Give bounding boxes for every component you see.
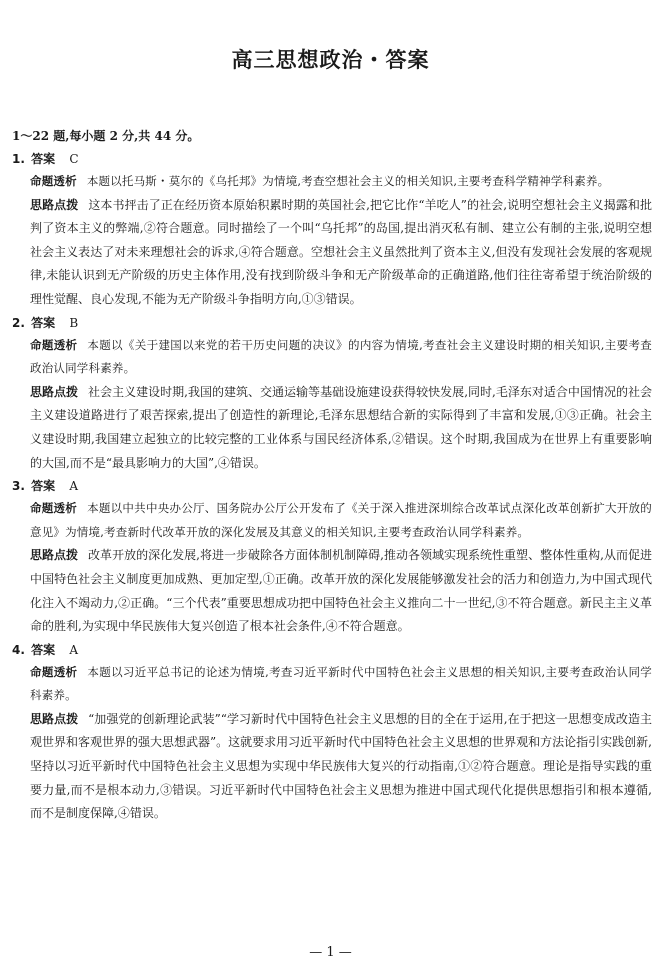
analysis-text: 本题以中共中央办公厅、国务院办公厅公开发布了《关于深入推进深圳综合改革试点深化改革创新扩大开放的意见》为情境,考查新时代改革开放的深化发展及其意义的相关知识,主要考查政治认同学科素养。 — [30, 501, 652, 539]
analysis-label: 命题透析 — [30, 174, 77, 188]
question-block — [12, 148, 652, 312]
analysis-text: 本题以《关于建国以来党的若干历史问题的决议》的内容为情境,考查社会主义建设时期的相关知识,主要考查政治认同学科素养。 — [30, 337, 652, 376]
reasoning-text: 改革开放的深化发展,将进一步破除各方面体制机制障碍,推动各领域实现系统性重塑、整体性重构,从而促进中国特色社会主义制度更加成熟、更加定型,①正确。改革开放的深化发展能够激发社会的活力和创造力,为中国式现代化注入不竭动力,②正确。“三个代表”重要思想成功把中国特色社会主义推向二十一世纪,③不符合题意。新民主主义革命的胜利,为实现中华民族伟大复兴创造了根本社会条件,④不符合题意。 — [30, 548, 652, 634]
analysis-text: 本题以托马斯・莫尔的《乌托邦》为情境,考查空想社会主义的相关知识,主要考查科学精神学科素养。 — [86, 174, 610, 188]
question-block — [12, 639, 652, 826]
answer-content — [12, 126, 652, 826]
reasoning-text: “加强党的创新理论武装”“学习新时代中国特色社会主义思想的目的全在于运用,在于把这一思想变成改造主观世界和客观世界的强大思想武器”。这就要求用习近平新时代中国特色社会主义思想的世界观和方法论指引实践创新,坚持以习近平新时代中国特色社会主义思想为实现中华民族伟大复兴的行动指南,①②符合题意。理论是指导实践的重要力量,而不是根本动力,③错误。习近平新时代中国特色社会主义思想为推进中国式现代化提供思想指引和根本遵循,而不是制度保障,④错误。 — [30, 711, 652, 821]
page-number: — 1 — — [309, 945, 352, 960]
reasoning-text: 社会主义建设时期,我国的建筑、交通运输等基础设施建设获得较快发展,同时,毛泽东对适合中国情况的社会主义建设道路进行了艰苦探索,提出了创造性的新理论,毛泽东思想结合新的实际得到了丰富和发展,①③正确。社会主义建设时期,我国建立起独立的比较完整的工业体系与国民经济体系,②错误。这个时期,我国成为在世界上有重要影响的大国,而不是“最具影响力的大国”,④错误。 — [30, 384, 652, 470]
reasoning-text: 这本书抨击了正在经历资本原始积累时期的英国社会,把它比作“羊吃人”的社会,说明空想社会主义揭露和批判了资本主义的弊端,②符合题意。同时描绘了一个叫“乌托邦”的岛国,提出消灭私有制、建立公有制的主张,说明空想社会主义表达了对未来理想社会的诉求,④符合题意。空想社会主义虽然批判了资本主义,但没有发现社会发展的客观规律,未能认识到无产阶级的历史主体作用,没有找到阶级斗争和无产阶级革命的正确道路,他们往往寄希望于统治阶级的理性觉醒、良心发现,不能为无产阶级斗争指明方向,①③错误。 — [30, 197, 652, 306]
answer-value: C — [69, 152, 79, 166]
answer-value: A — [69, 642, 78, 657]
analysis-label: 命题透析 — [30, 501, 78, 516]
question-number: 2. — [12, 315, 25, 330]
analysis-paragraph — [30, 661, 652, 708]
analysis-label: 命题透析 — [30, 664, 78, 679]
question-number: 1. — [12, 152, 25, 166]
answer-line — [12, 475, 652, 497]
reasoning-label: 思路点拨 — [30, 384, 79, 399]
page-title: 高三思想政治・答案 — [231, 48, 430, 72]
answer-label: 答案 — [31, 315, 56, 330]
analysis-label: 命题透析 — [30, 337, 78, 352]
answer-value: A — [69, 479, 78, 494]
analysis-paragraph — [30, 334, 652, 381]
analysis-paragraph — [30, 170, 652, 194]
answer-line — [12, 639, 652, 661]
reasoning-paragraph — [30, 708, 652, 826]
answer-line — [12, 148, 652, 170]
analysis-text: 本题以习近平总书记的论述为情境,考查习近平新时代中国特色社会主义思想的相关知识,主要考查政治认同学科素养。 — [30, 664, 652, 703]
reasoning-label: 思路点拨 — [30, 197, 79, 212]
question-number: 4. — [12, 642, 25, 657]
reasoning-paragraph — [30, 381, 652, 475]
analysis-paragraph — [30, 497, 652, 544]
question-block — [12, 312, 652, 476]
question-block — [12, 475, 652, 639]
reasoning-label: 思路点拨 — [30, 548, 79, 563]
answer-line — [12, 312, 652, 334]
answer-value: B — [69, 315, 79, 330]
reasoning-label: 思路点拨 — [30, 711, 79, 726]
answer-label: 答案 — [31, 642, 56, 657]
reasoning-paragraph — [30, 194, 652, 312]
reasoning-paragraph — [30, 544, 652, 638]
answer-label: 答案 — [31, 479, 56, 494]
section-intro: 1～22 题,每小题 2 分,共 44 分。 — [12, 129, 200, 143]
answer-label: 答案 — [31, 152, 56, 166]
question-number: 3. — [12, 479, 25, 494]
